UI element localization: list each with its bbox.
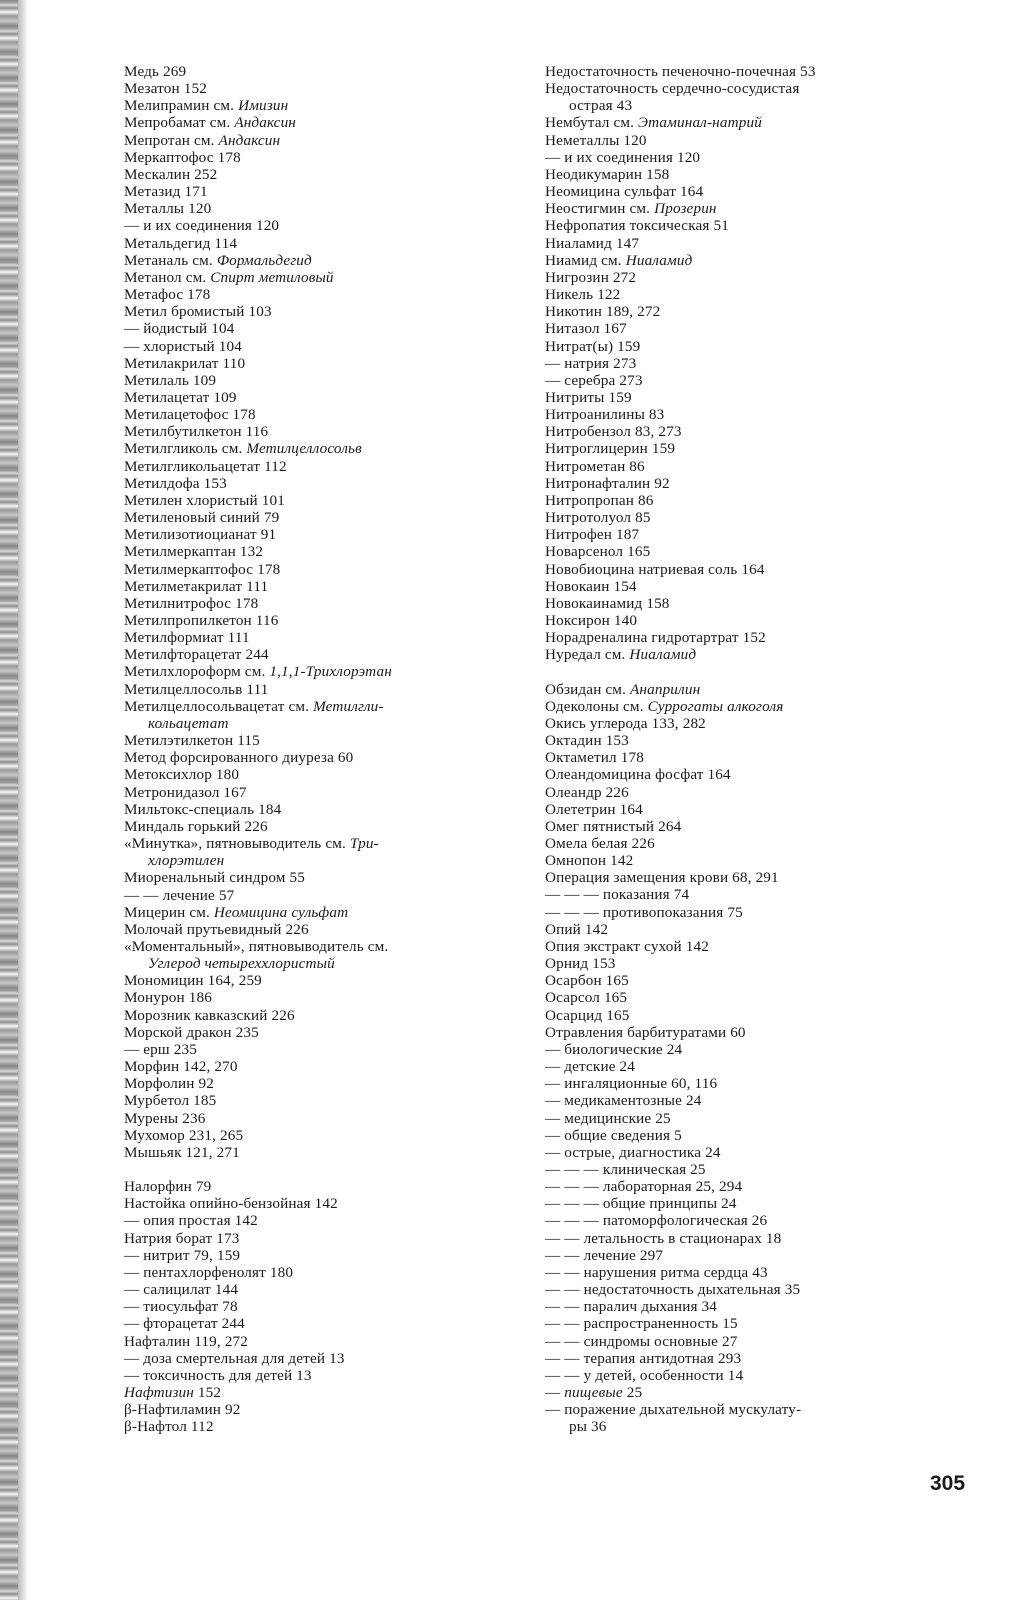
index-entry: — острые, диагностика 24 [545, 1143, 721, 1161]
index-entry: Обзидан см. Анаприлин [545, 680, 701, 698]
index-entry: Углерод четыреххлористый [148, 955, 335, 973]
index-entry: — нитрит 79, 159 [124, 1246, 241, 1264]
index-entry: Молочай прутьевидный 226 [124, 920, 309, 938]
index-entry: Недостаточность печеночно-почечная 53 [545, 63, 816, 80]
index-entry: Мышьяк 121, 271 [124, 1143, 240, 1161]
index-entry: Метоксихлор 180 [124, 766, 240, 784]
index-entry: Настойка опийно-бензойная 142 [124, 1195, 338, 1213]
index-entry: — — распространенность 15 [545, 1315, 738, 1333]
index-entry: — натрия 273 [545, 354, 637, 372]
index-entry: Нитрометан 86 [545, 457, 645, 475]
index-entry: Нитропропан 86 [545, 491, 654, 509]
index-entry: Мильтокс-специаль 184 [124, 800, 282, 818]
index-entry: Метилен хлористый 101 [124, 491, 285, 509]
index-entry: — — лечение 297 [545, 1246, 664, 1264]
index-entry: β-Нафтиламин 92 [124, 1401, 241, 1419]
index-entry: Мелипрамин см. Имизин [124, 97, 289, 115]
index-entry: — — — общие принципы 24 [545, 1195, 737, 1213]
index-entry: — серебра 273 [545, 371, 643, 389]
index-entry: Мономицин 164, 259 [124, 972, 262, 990]
index-entry: Метилцеллосольв 111 [124, 680, 269, 698]
index-entry: Метилфторацетат 244 [124, 646, 269, 664]
index-entry: Мезатон 152 [124, 80, 207, 98]
index-entry: Метилизотиоцианат 91 [124, 526, 277, 544]
index-entry: — — нарушения ритма сердца 43 [545, 1263, 768, 1281]
index-entry: Метилацетофос 178 [124, 406, 256, 424]
index-entry: Метилцеллосольвацетат см. Метилгли- [124, 697, 384, 715]
index-entry: Нитронафталин 92 [545, 474, 670, 492]
index-entry: Медь 269 [124, 63, 187, 80]
index-entry: Мурбетол 185 [124, 1092, 217, 1110]
index-entry: — биологические 24 [545, 1040, 683, 1058]
index-entry: Отравления барбитуратами 60 [545, 1023, 746, 1041]
index-entry: Морской дракон 235 [124, 1023, 259, 1041]
index-entry: — фторацетат 244 [124, 1315, 245, 1333]
index-entry: Налорфин 79 [124, 1178, 212, 1196]
index-entry: Мицерин см. Неомицина сульфат [124, 903, 349, 921]
index-entry: Осарцид 165 [545, 1006, 630, 1024]
index-entry: Метод форсированного диуреза 60 [124, 749, 354, 767]
index-entry: Нитазол 167 [545, 320, 627, 338]
index-entry: Нуредал см. Ниаламид [545, 646, 697, 664]
index-entry: — общие сведения 5 [545, 1126, 682, 1144]
index-entry: — — — показания 74 [545, 886, 690, 904]
index-entry: острая 43 [569, 97, 633, 115]
index-entry: — пищевые 25 [545, 1384, 643, 1402]
index-entry: Нитриты 159 [545, 388, 632, 406]
index-entry: — салицилат 144 [124, 1281, 239, 1299]
index-entry: Нембутал см. Этаминал-натрий [545, 114, 762, 132]
index-entry: Мескалин 252 [124, 165, 218, 183]
index-column-right [545, 63, 930, 1435]
index-entry: Меркаптофос 178 [124, 148, 241, 166]
index-entry: Новокаин 154 [545, 577, 637, 595]
index-entry: Норадреналина гидротартрат 152 [545, 629, 766, 647]
index-entry: — и их соединения 120 [124, 217, 280, 235]
index-entry: Метилэтилкетон 115 [124, 732, 260, 750]
index-entry: Операция замещения крови 68, 291 [545, 869, 779, 887]
index-entry: Монурон 186 [124, 989, 212, 1007]
index-entry: Метилпропилкетон 116 [124, 612, 279, 629]
index-entry: Новобиоцина натриевая соль 164 [545, 560, 765, 578]
index-entry: Метилмеркаптан 132 [124, 543, 264, 561]
index-entry: Метилгликоль см. Метилцеллосольв [124, 440, 362, 458]
index-entry: «Минутка», пятновыводитель см. Три- [124, 835, 379, 853]
page-number: 305 [930, 1472, 966, 1495]
index-entry: — — терапия антидотная 293 [545, 1349, 742, 1367]
index-entry: Метальдегид 114 [124, 234, 238, 252]
index-entry: хлорэтилен [148, 852, 225, 870]
index-entry: Омела белая 226 [545, 835, 655, 853]
book-gutter-shade [18, 0, 28, 1600]
index-entry: Метазид 171 [124, 183, 208, 201]
index-entry: кольацетат [148, 714, 229, 732]
index-entry: Олететрин 164 [545, 800, 643, 818]
index-entry: — ерш 235 [124, 1040, 197, 1058]
index-entry: — и их соединения 120 [545, 148, 701, 166]
index-section-gap [124, 1161, 514, 1178]
index-entry: Омег пятнистый 264 [545, 817, 682, 835]
index-entry: Метил бромистый 103 [124, 303, 272, 321]
index-entry: Метанол см. Спирт метиловый [124, 268, 334, 286]
index-entry: Метафос 178 [124, 286, 211, 304]
index-entry: Осарбон 165 [545, 972, 629, 990]
index-entry: Морозник кавказский 226 [124, 1006, 295, 1024]
index-entry: Метилгликольацетат 112 [124, 457, 287, 475]
index-entry: «Моментальный», пятновыводитель см. [124, 937, 389, 955]
index-entry: Нитроглицерин 159 [545, 440, 676, 458]
book-spine-shadow [0, 0, 18, 1600]
index-entry: Метилнитрофос 178 [124, 594, 259, 612]
index-entry: Нафталин 119, 272 [124, 1332, 249, 1350]
index-entry: Метилацетат 109 [124, 388, 237, 406]
index-entry: Металлы 120 [124, 200, 212, 218]
index-entry: Нитрат(ы) 159 [545, 337, 641, 355]
index-entry: — — лечение 57 [124, 886, 235, 904]
index-entry: — доза смертельная для детей 13 [124, 1349, 345, 1367]
index-entry: Мепротан см. Андаксин [124, 131, 281, 149]
index-entry: Метронидазол 167 [124, 783, 247, 801]
index-entry: Метилаль 109 [124, 371, 217, 389]
index-entry: — поражение дыхательной мускулату- [545, 1401, 802, 1419]
index-entry: Нафтизин 152 [124, 1384, 222, 1402]
index-entry: Опий 142 [545, 920, 609, 938]
index-entry: Мухомор 231, 265 [124, 1126, 244, 1144]
index-entry: Неомицина сульфат 164 [545, 183, 704, 201]
index-entry: Одеколоны см. Суррогаты алкоголя [545, 697, 784, 715]
index-entry: — йодистый 104 [124, 320, 235, 338]
index-entry: Никотин 189, 272 [545, 303, 661, 321]
index-entry: — пентахлорфенолят 180 [124, 1263, 294, 1281]
index-entry: — — — патоморфологическая 26 [545, 1212, 768, 1230]
index-entry: Метаналь см. Формальдегид [124, 251, 312, 269]
index-entry: — тиосульфат 78 [124, 1298, 238, 1316]
index-entry: Неостигмин см. Прозерин [545, 200, 717, 218]
index-entry: Нитротолуол 85 [545, 509, 651, 527]
index-entry: — — синдромы основные 27 [545, 1332, 738, 1350]
index-entry: Окись углерода 133, 282 [545, 714, 706, 732]
index-entry: Мепробамат см. Андаксин [124, 114, 296, 132]
index-entry: — — — лабораторная 25, 294 [545, 1178, 743, 1196]
index-entry: Нигрозин 272 [545, 268, 637, 286]
index-entry: — детские 24 [545, 1058, 636, 1076]
index-entry: Осарсол 165 [545, 989, 628, 1007]
index-entry: — медикаментозные 24 [545, 1092, 702, 1110]
index-entry: — опия простая 142 [124, 1212, 258, 1230]
index-entry: Новокаинамид 158 [545, 594, 670, 612]
index-entry: Метилакрилат 110 [124, 354, 246, 372]
index-entry: ры 36 [569, 1418, 607, 1436]
index-entry: Нитробензол 83, 273 [545, 423, 682, 441]
index-entry: Олеандр 226 [545, 783, 629, 801]
index-entry: Ниамид см. Ниаламид [545, 251, 693, 269]
index-column-left [124, 63, 514, 1435]
index-entry: Морфин 142, 270 [124, 1058, 238, 1076]
index-entry: Морфолин 92 [124, 1075, 215, 1093]
index-entry: — — — клиническая 25 [545, 1160, 706, 1178]
index-entry: — ингаляционные 60, 116 [545, 1075, 718, 1093]
index-entry: — хлористый 104 [124, 337, 243, 355]
index-entry: Ноксирон 140 [545, 612, 638, 629]
index-entry: Никель 122 [545, 286, 621, 304]
index-entry: Мурены 236 [124, 1109, 206, 1127]
index-entry: Метилдофа 153 [124, 474, 227, 492]
index-entry: Метилметакрилат 111 [124, 577, 269, 595]
index-entry: Неметаллы 120 [545, 131, 647, 149]
index-entry: Натрия борат 173 [124, 1229, 240, 1247]
index-entry: Орнид 153 [545, 955, 616, 973]
index-entry: — — у детей, особенности 14 [545, 1366, 744, 1384]
index-entry: — токсичность для детей 13 [124, 1366, 312, 1384]
index-entry: Недостаточность сердечно-сосудистая [545, 80, 800, 98]
index-entry: Метилхлороформ см. 1,1,1-Трихлорэтан [124, 663, 392, 681]
index-entry: Неодикумарин 158 [545, 165, 670, 183]
index-entry: — медицинские 25 [545, 1109, 671, 1127]
index-entry: Опия экстракт сухой 142 [545, 937, 709, 955]
index-entry: β-Нафтол 112 [124, 1418, 214, 1436]
index-entry: Ниаламид 147 [545, 234, 640, 252]
index-entry: Нитроанилины 83 [545, 406, 665, 424]
index-entry: Миндаль горький 226 [124, 817, 268, 835]
index-entry: Октадин 153 [545, 732, 629, 750]
index-entry: Нитрофен 187 [545, 526, 640, 544]
index-entry: Миоренальный синдром 55 [124, 869, 305, 887]
index-entry: Метиленовый синий 79 [124, 509, 280, 527]
index-entry: Омнопон 142 [545, 852, 634, 870]
index-entry: — — — противопоказания 75 [545, 903, 743, 921]
index-entry: Олеандомицина фосфат 164 [545, 766, 731, 784]
index-entry: Октаметил 178 [545, 749, 644, 767]
index-entry: — — недостаточность дыхательная 35 [545, 1281, 801, 1299]
index-entry: — — паралич дыхания 34 [545, 1298, 718, 1316]
index-entry: Метилбутилкетон 116 [124, 423, 269, 441]
index-entry: — — летальность в стационарах 18 [545, 1229, 782, 1247]
index-entry: Метилмеркаптофос 178 [124, 560, 281, 578]
index-entry: Нефропатия токсическая 51 [545, 217, 729, 235]
index-entry: Метилформиат 111 [124, 629, 250, 647]
index-section-gap [545, 663, 930, 680]
index-entry: Новарсенол 165 [545, 543, 651, 561]
